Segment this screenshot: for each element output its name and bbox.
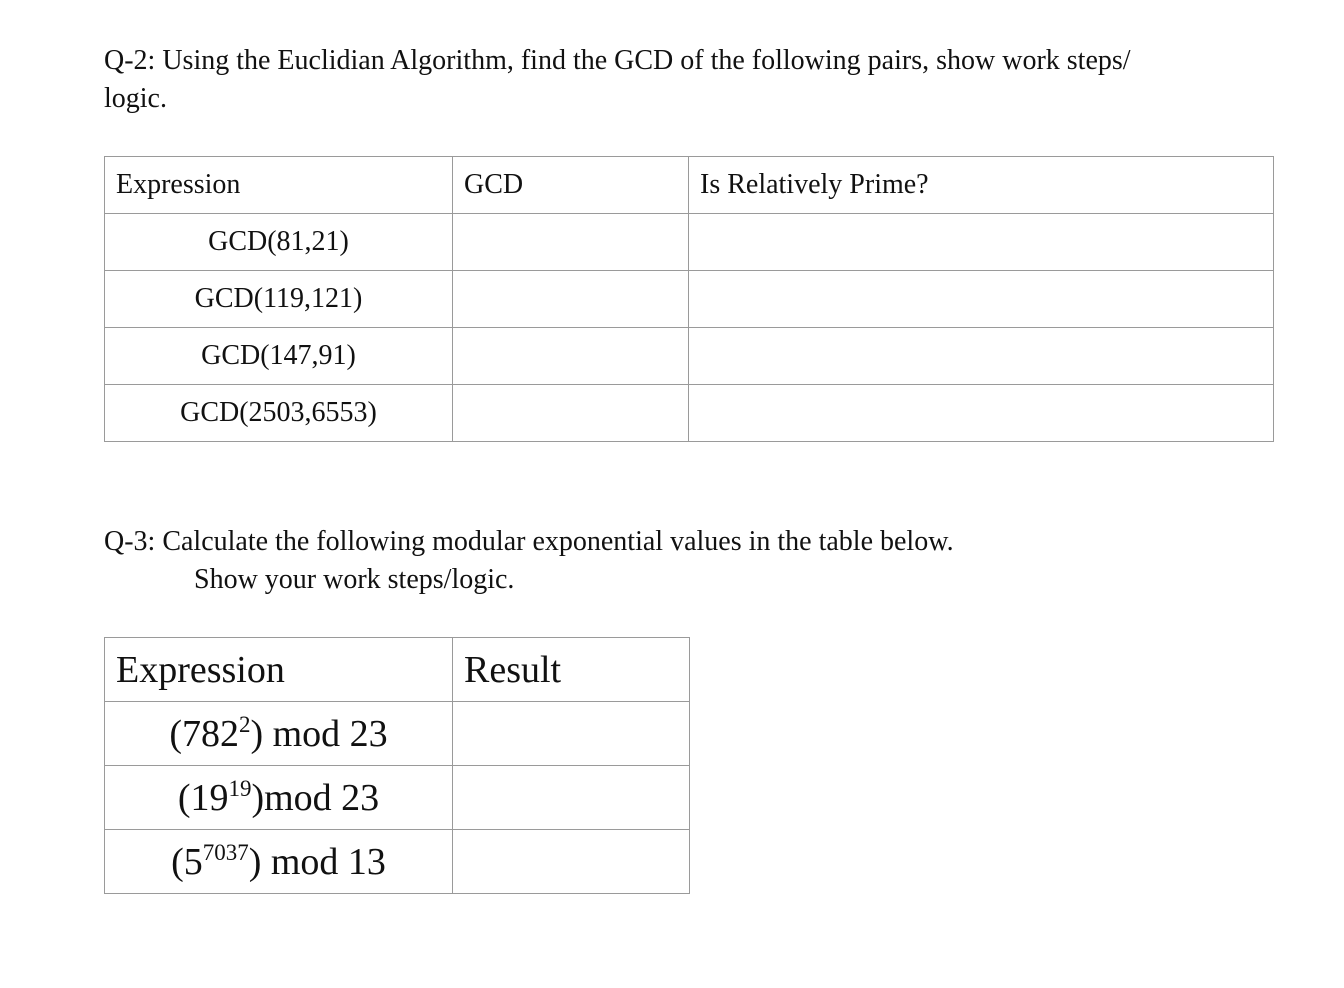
mod-result-cell[interactable] — [453, 702, 690, 766]
mod-result-cell[interactable] — [453, 830, 690, 894]
expression-base: 19 — [190, 776, 229, 819]
relatively-prime-answer-cell[interactable] — [689, 328, 1274, 385]
mod-expression-cell — [105, 830, 453, 894]
gcd-table-header-expression: Expression — [105, 157, 453, 214]
gcd-answer-cell[interactable] — [453, 328, 689, 385]
expression-open-paren: ( — [171, 840, 184, 883]
mod-result-cell[interactable] — [453, 766, 690, 830]
gcd-table-header-relatively-prime: Is Relatively Prime? — [689, 157, 1274, 214]
mod-table-header-expression: Expression — [105, 638, 453, 702]
mod-expression-cell — [105, 766, 453, 830]
expression-exponent: 7037 — [202, 839, 249, 865]
table-row — [105, 271, 1274, 328]
question-2-prompt — [104, 42, 1254, 118]
gcd-expression-cell: GCD(2503,6553) — [105, 385, 453, 442]
mod-table-header-row — [105, 638, 690, 702]
gcd-expression-cell: GCD(81,21) — [105, 214, 453, 271]
gcd-answer-cell[interactable] — [453, 271, 689, 328]
question-3-prompt — [104, 523, 1104, 599]
table-row — [105, 830, 690, 894]
question-2-title-line1: Q-2: Using the Euclidian Algorithm, find the GCD of the following pairs, show work steps/ — [104, 45, 1131, 76]
expression-exponent: 2 — [238, 711, 251, 737]
question-2-title-line2: logic. — [104, 83, 167, 114]
table-row — [105, 702, 690, 766]
relatively-prime-answer-cell[interactable] — [689, 271, 1274, 328]
mod-table-header-result: Result — [453, 638, 690, 702]
expression-base: 782 — [181, 712, 239, 755]
expression-open-paren: ( — [169, 712, 182, 755]
expression-open-paren: ( — [177, 776, 191, 819]
table-row — [105, 328, 1274, 385]
question-3-title-line2: Show your work steps/logic. — [194, 564, 515, 595]
gcd-expression-cell: GCD(147,91) — [105, 328, 453, 385]
expression-modulus: ) mod 23 — [250, 712, 388, 755]
gcd-table — [104, 156, 1274, 442]
relatively-prime-answer-cell[interactable] — [689, 214, 1274, 271]
gcd-expression-cell: GCD(119,121) — [105, 271, 453, 328]
question-3-title-line1: Q-3: Calculate the following modular exponential values in the table below. — [104, 526, 954, 557]
gcd-table-header-row — [105, 157, 1274, 214]
table-row — [105, 214, 1274, 271]
expression-base: 5 — [183, 840, 203, 883]
expression-exponent: 19 — [228, 775, 252, 801]
table-row — [105, 766, 690, 830]
table-row — [105, 385, 1274, 442]
relatively-prime-answer-cell[interactable] — [689, 385, 1274, 442]
expression-modulus: ) mod 13 — [248, 840, 386, 883]
gcd-table-header-gcd: GCD — [453, 157, 689, 214]
gcd-answer-cell[interactable] — [453, 214, 689, 271]
expression-modulus: )mod 23 — [251, 776, 380, 819]
gcd-answer-cell[interactable] — [453, 385, 689, 442]
mod-expression-cell — [105, 702, 453, 766]
modular-exponent-table — [104, 637, 690, 894]
